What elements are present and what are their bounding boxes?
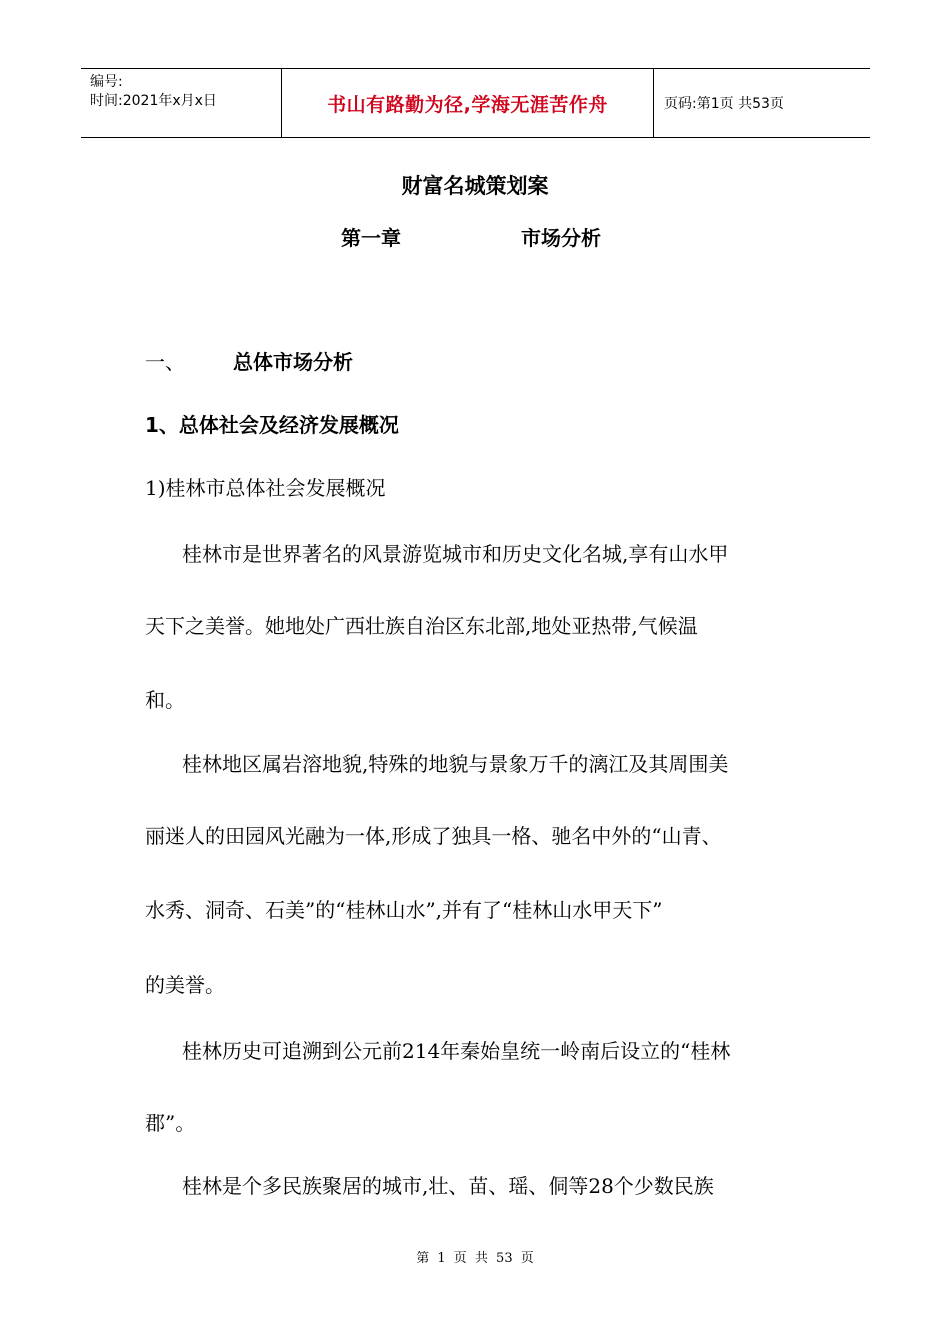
body-line: 天下之美誉。她地处广西壮族自治区东北部,地处亚热带,气候温 xyxy=(145,614,698,638)
number-label: 编号: xyxy=(90,74,123,90)
header-motto: 书山有路勤为径,学海无涯苦作舟 xyxy=(281,69,654,137)
section-title: 总体市场分析 xyxy=(233,350,353,374)
time-label: 时间:2021年x月x日 xyxy=(90,93,217,109)
body-line: 和。 xyxy=(145,688,185,712)
header-meta xyxy=(81,69,281,137)
body-line: 的美誉。 xyxy=(145,973,225,997)
section-heading xyxy=(145,346,353,375)
body-line: 桂林是个多民族聚居的城市,壮、苗、瑶、侗等28个少数民族 xyxy=(182,1174,714,1198)
document-title: 财富名城策划案 xyxy=(401,174,549,198)
body-line: 丽迷人的田园风光融为一体,形成了独具一格、驰名中外的“山青、 xyxy=(145,824,722,848)
body-line: 桂林市是世界著名的风景游览城市和历史文化名城,享有山水甲 xyxy=(182,542,729,566)
body-line: 郡”。 xyxy=(145,1111,196,1135)
body-line: 桂林地区属岩溶地貌,特殊的地貌与景象万千的漓江及其周围美 xyxy=(182,752,729,776)
subsection-heading: 1、总体社会及经济发展概况 xyxy=(145,413,399,437)
item-heading: 1)桂林市总体社会发展概况 xyxy=(145,476,386,500)
header-page-info: 页码:第1页 共53页 xyxy=(664,96,784,112)
section-number: 一、 xyxy=(145,350,185,374)
body-line: 水秀、洞奇、石美”的“桂林山水”,并有了“桂林山水甲天下” xyxy=(145,898,663,922)
page-header xyxy=(81,68,870,138)
page-footer: 第 1 页 共 53 页 xyxy=(416,1251,534,1266)
body-line: 桂林历史可追溯到公元前214年秦始皇统一岭南后设立的“桂林 xyxy=(182,1039,731,1063)
chapter-title: 市场分析 xyxy=(521,226,601,250)
chapter-number: 第一章 xyxy=(341,226,401,250)
